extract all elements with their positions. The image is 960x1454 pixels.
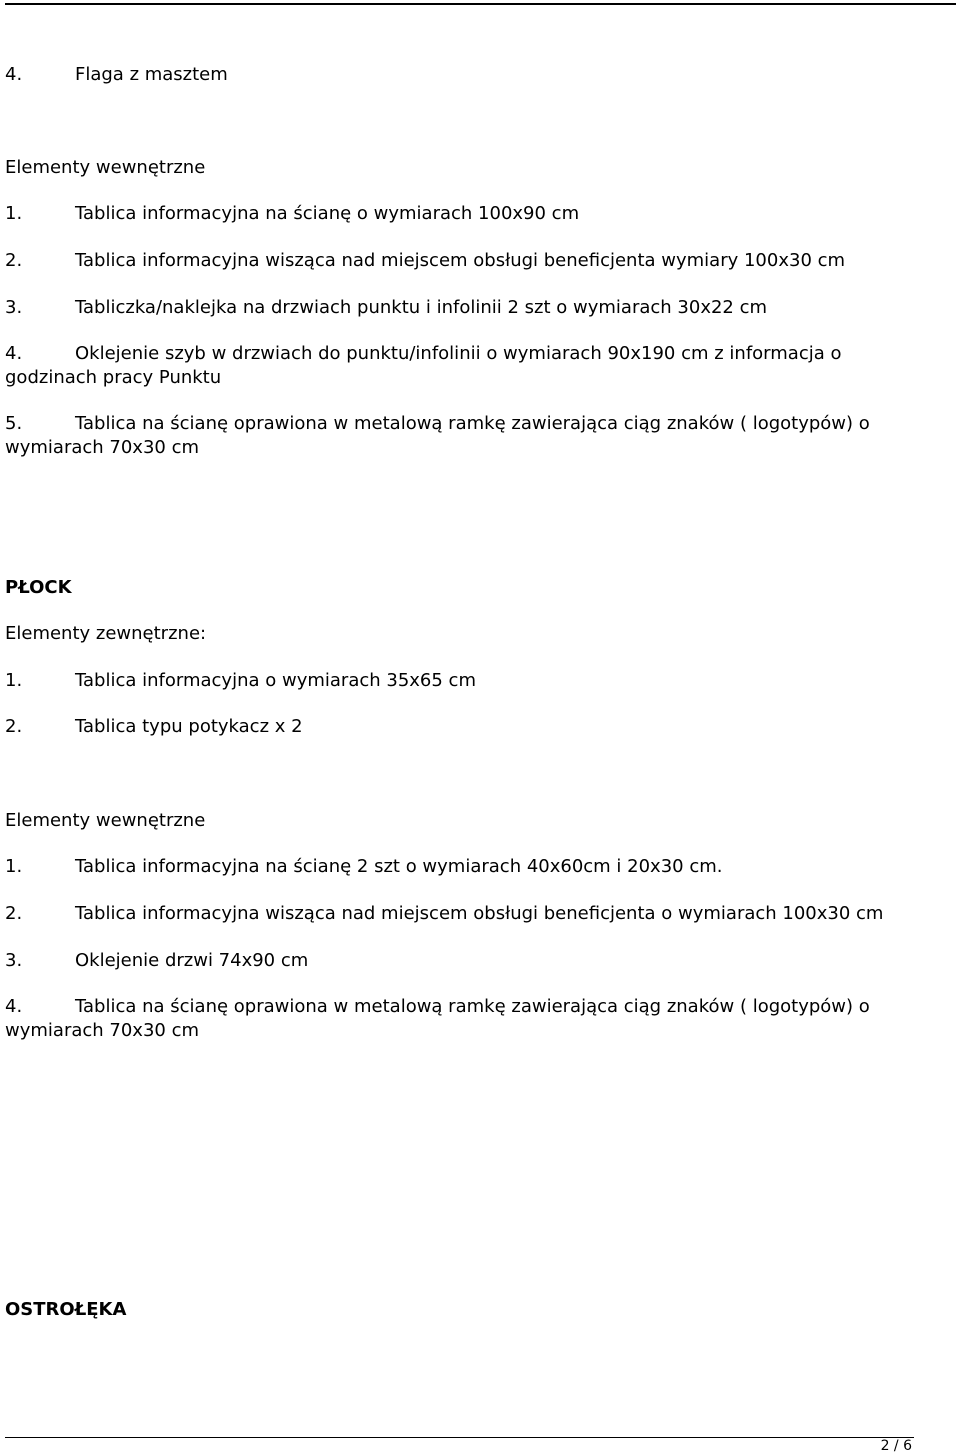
list-item bbox=[5, 902, 883, 926]
item-number: 1. bbox=[5, 670, 23, 691]
city-title-plock: PŁOCK bbox=[5, 577, 72, 598]
item-text: Tablica informacyjna o wymiarach 35x65 cm bbox=[75, 670, 476, 691]
list-item bbox=[5, 296, 767, 320]
item-text: Tablica informacyjna na ścianę o wymiarach 100x90 cm bbox=[75, 203, 580, 224]
item-number: 2. bbox=[5, 716, 23, 737]
list-item bbox=[5, 202, 579, 226]
item-text: Oklejenie szyb w drzwiach do punktu/infolinii o wymiarach 90x190 cm z informacja o godzinach pracy Punktu bbox=[5, 343, 842, 388]
item-number: 2. bbox=[5, 903, 23, 924]
item-text: Tablica typu potykacz x 2 bbox=[75, 716, 303, 737]
list-item bbox=[5, 715, 303, 739]
list-item bbox=[5, 949, 308, 973]
page-number: 2 / 6 bbox=[880, 1438, 912, 1454]
city-title-ostroleka: OSTROŁĘKA bbox=[5, 1299, 127, 1320]
item-text: Tablica na ścianę oprawiona w metalową ramkę zawierająca ciąg znaków ( logotypów) o wymiarach 70x30 cm bbox=[5, 413, 870, 458]
item-number: 1. bbox=[5, 203, 23, 224]
list-item bbox=[5, 995, 920, 1043]
item-number: 5. bbox=[5, 413, 23, 434]
list-item bbox=[5, 63, 228, 87]
bottom-rule bbox=[5, 1437, 914, 1438]
item-text: Tablica informacyjna wisząca nad miejscem obsługi beneficjenta wymiary 100x30 cm bbox=[75, 250, 846, 271]
item-text: Tablica informacyjna na ścianę 2 szt o wymiarach 40x60cm i 20x30 cm. bbox=[75, 856, 723, 877]
item-text: Oklejenie drzwi 74x90 cm bbox=[75, 950, 309, 971]
item-number: 2. bbox=[5, 250, 23, 271]
top-rule bbox=[5, 3, 956, 5]
list-item bbox=[5, 412, 920, 460]
list-item bbox=[5, 342, 920, 390]
list-item bbox=[5, 249, 845, 273]
list-item bbox=[5, 669, 476, 693]
item-number: 1. bbox=[5, 856, 23, 877]
list-item bbox=[5, 855, 723, 879]
item-text: Flaga z masztem bbox=[75, 64, 228, 85]
section-heading: Elementy wewnętrzne bbox=[5, 157, 206, 178]
item-number: 4. bbox=[5, 64, 23, 85]
item-number: 4. bbox=[5, 996, 23, 1017]
item-number: 3. bbox=[5, 297, 23, 318]
item-text: Tablica informacyjna wisząca nad miejscem obsługi beneficjenta o wymiarach 100x30 cm bbox=[75, 903, 884, 924]
item-number: 3. bbox=[5, 950, 23, 971]
item-number: 4. bbox=[5, 343, 23, 364]
section-heading: Elementy zewnętrzne: bbox=[5, 623, 207, 644]
item-text: Tablica na ścianę oprawiona w metalową ramkę zawierająca ciąg znaków ( logotypów) o wymiarach 70x30 cm bbox=[5, 996, 870, 1041]
section-heading: Elementy wewnętrzne bbox=[5, 810, 206, 831]
item-text: Tabliczka/naklejka na drzwiach punktu i infolinii 2 szt o wymiarach 30x22 cm bbox=[75, 297, 768, 318]
